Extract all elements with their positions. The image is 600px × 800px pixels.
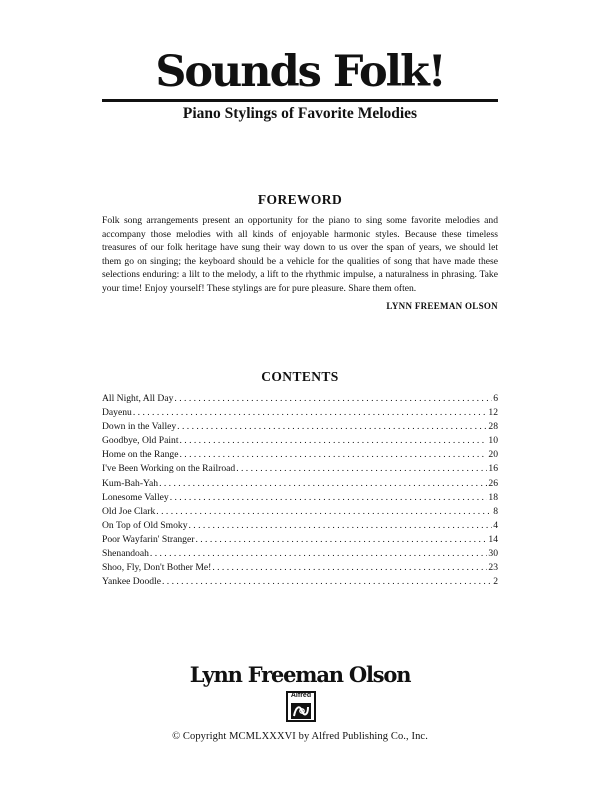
entry-title: Old Joe Clark <box>102 505 156 517</box>
contents-entry <box>102 392 498 406</box>
dot-leader <box>236 462 487 476</box>
entry-page: 14 <box>488 533 498 545</box>
dot-leader <box>159 477 487 491</box>
entry-page: 30 <box>488 548 498 560</box>
contents-entry <box>102 420 498 434</box>
dot-leader <box>177 420 487 434</box>
contents-list <box>102 392 498 589</box>
contents-entry <box>102 519 498 533</box>
contents-entry <box>102 561 498 575</box>
entry-title: Down in the Valley <box>102 421 177 433</box>
contents-entry <box>102 533 498 547</box>
entry-title: Dayenu <box>102 407 132 419</box>
entry-page: 4 <box>493 519 498 531</box>
contents-entry <box>102 505 498 519</box>
contents-entry <box>102 406 498 420</box>
entry-page: 23 <box>488 562 498 574</box>
entry-title: All Night, All Day <box>102 393 174 404</box>
foreword-author: LYNN FREEMAN OLSON <box>386 301 498 311</box>
entry-title: Goodbye, Old Paint <box>102 435 179 447</box>
dot-leader <box>170 491 488 505</box>
contents-entry <box>102 547 498 561</box>
entry-page: 20 <box>488 449 498 461</box>
entry-title: On Top of Old Smoky <box>102 519 188 531</box>
dot-leader <box>179 448 487 462</box>
dot-leader <box>162 575 492 589</box>
dot-leader <box>156 505 492 519</box>
contents-entry <box>102 575 498 589</box>
dot-leader <box>212 561 487 575</box>
entry-title: Yankee Doodle <box>102 576 161 588</box>
contents-entry <box>102 491 498 505</box>
contents-entry <box>102 448 498 462</box>
contents-entry <box>102 434 498 448</box>
contents-entry <box>102 477 498 491</box>
dot-leader <box>189 519 493 533</box>
entry-page: 6 <box>493 393 498 404</box>
contents-heading: CONTENTS <box>261 369 339 384</box>
foreword-heading: FOREWORD <box>257 192 343 207</box>
book-title: Sounds Folk! <box>155 47 445 97</box>
entry-page: 12 <box>488 407 498 419</box>
contents-entry <box>102 462 498 476</box>
foreword-text: Folk song arrangements present an opportunity for the piano to sing some favorite melodies and accompany those melodies with all kinds of enjoyable harmonic styles. Because these timeless treasures of our folk heritage have sung their way down to us over the span of years, we should let them go on singing; the keyboard should be a vehicle for the qualities of song that have made these selections enduring: a lilt to the melody, a lift to the rhythmic impulse, a naturalness in phrasing. Take your time! Enjoy yourself! These stylings are for pure pleasure. Share them often. <box>102 215 498 294</box>
copyright-notice: © Copyright MCMLXXXVI by Alfred Publishing Co., Inc. <box>172 731 428 742</box>
entry-title: Lonesome Valley <box>102 491 169 503</box>
title-rule <box>102 99 498 102</box>
entry-title: Kum-Bah-Yah <box>102 477 159 489</box>
entry-page: 2 <box>493 576 498 588</box>
composer-name: Lynn Freeman Olson <box>189 662 411 687</box>
entry-page: 28 <box>488 421 498 433</box>
logo-wordmark: Alfred <box>290 692 312 699</box>
entry-page: 10 <box>488 435 498 447</box>
dot-leader <box>179 434 487 448</box>
entry-title: Shoo, Fly, Don't Bother Me! <box>102 562 212 574</box>
entry-page: 18 <box>488 491 498 503</box>
entry-title: I've Been Working on the Railroad <box>102 463 236 475</box>
book-subtitle: Piano Stylings of Favorite Melodies <box>182 105 418 122</box>
entry-page: 8 <box>493 505 498 517</box>
entry-page: 16 <box>488 463 498 475</box>
entry-title: Home on the Range <box>102 449 179 461</box>
dot-leader <box>174 392 492 406</box>
dot-leader <box>195 533 487 547</box>
alfred-logo-icon <box>286 691 316 722</box>
entry-title: Shenandoah <box>102 548 149 560</box>
entry-title: Poor Wayfarin' Stranger <box>102 533 195 545</box>
entry-page: 26 <box>488 477 498 489</box>
dot-leader <box>150 547 488 561</box>
logo-emblem-icon <box>290 702 312 720</box>
dot-leader <box>133 406 488 420</box>
